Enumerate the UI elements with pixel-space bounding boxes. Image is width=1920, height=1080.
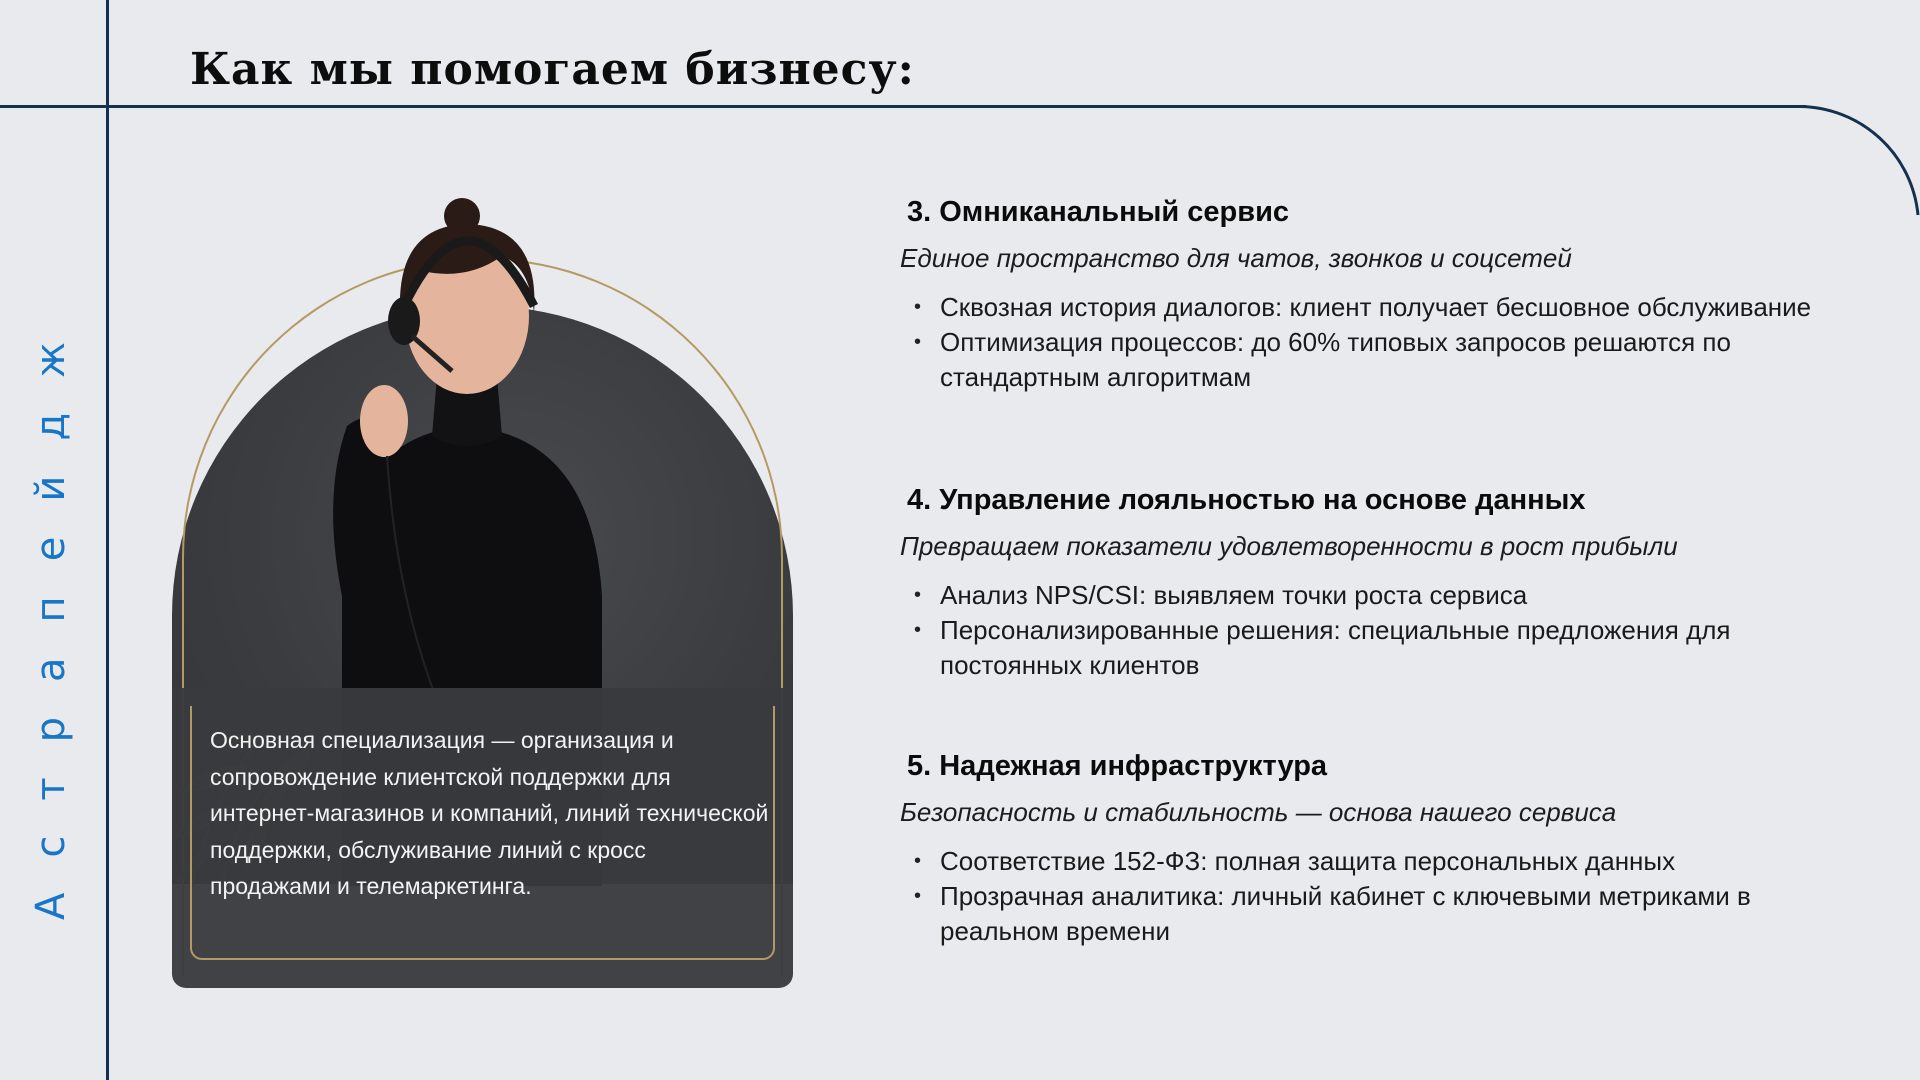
caption-text: Основная специализация — организация и сопровождение клиентской поддержки для интернет-магазинов и компаний, линий технической поддержки, обслуживание линий с кросс продажами и телемаркетинга.	[210, 727, 769, 899]
bullet-icon: •	[914, 331, 922, 353]
section-heading: 3. Омниканальный сервис	[907, 196, 1290, 228]
list-item: • Сквозная история диалогов: клиент получает бесшовное обслуживание	[900, 290, 1860, 325]
page-title: Как мы помогаем бизнесу:	[190, 44, 915, 95]
horizontal-divider-line	[0, 105, 1806, 108]
bullet-icon: •	[914, 885, 922, 907]
bullet-icon: •	[914, 619, 922, 641]
list-item: • Соответствие 152-ФЗ: полная защита персональных данных	[900, 844, 1860, 879]
section-heading: 5. Надежная инфраструктура	[907, 750, 1328, 782]
bullet-icon: •	[914, 296, 922, 318]
section-omnichannel	[900, 196, 1860, 395]
section-subtitle: Превращаем показатели удовлетворенности в рост прибыли	[900, 531, 1678, 561]
section-subtitle: Безопасность и стабильность — основа нашего сервиса	[900, 797, 1617, 827]
vertical-divider-line	[106, 0, 109, 1080]
section-subtitle: Единое пространство для чатов, звонков и соцсетей	[900, 243, 1572, 273]
section-infrastructure	[900, 750, 1860, 949]
bullet-icon: •	[914, 584, 922, 606]
operator-card	[172, 196, 793, 988]
bullet-list	[900, 844, 1860, 949]
brand-vertical-text: Астрапейдж	[28, 306, 74, 920]
caption-box	[172, 688, 793, 988]
bullet-icon: •	[914, 850, 922, 872]
bullet-list	[900, 578, 1860, 683]
bullet-list	[900, 290, 1860, 395]
list-item: • Анализ NPS/CSI: выявляем точки роста сервиса	[900, 578, 1860, 613]
section-loyalty	[900, 484, 1860, 683]
section-heading: 4. Управление лояльностью на основе данных	[907, 484, 1586, 516]
list-item: • Персонализированные решения: специальные предложения для постоянных клиентов	[914, 615, 1731, 680]
list-item: • Прозрачная аналитика: личный кабинет с ключевыми метриками в реальном времени	[914, 881, 1751, 946]
list-item: • Оптимизация процессов: до 60% типовых запросов решаются по стандартным алгоритмам	[914, 327, 1731, 392]
